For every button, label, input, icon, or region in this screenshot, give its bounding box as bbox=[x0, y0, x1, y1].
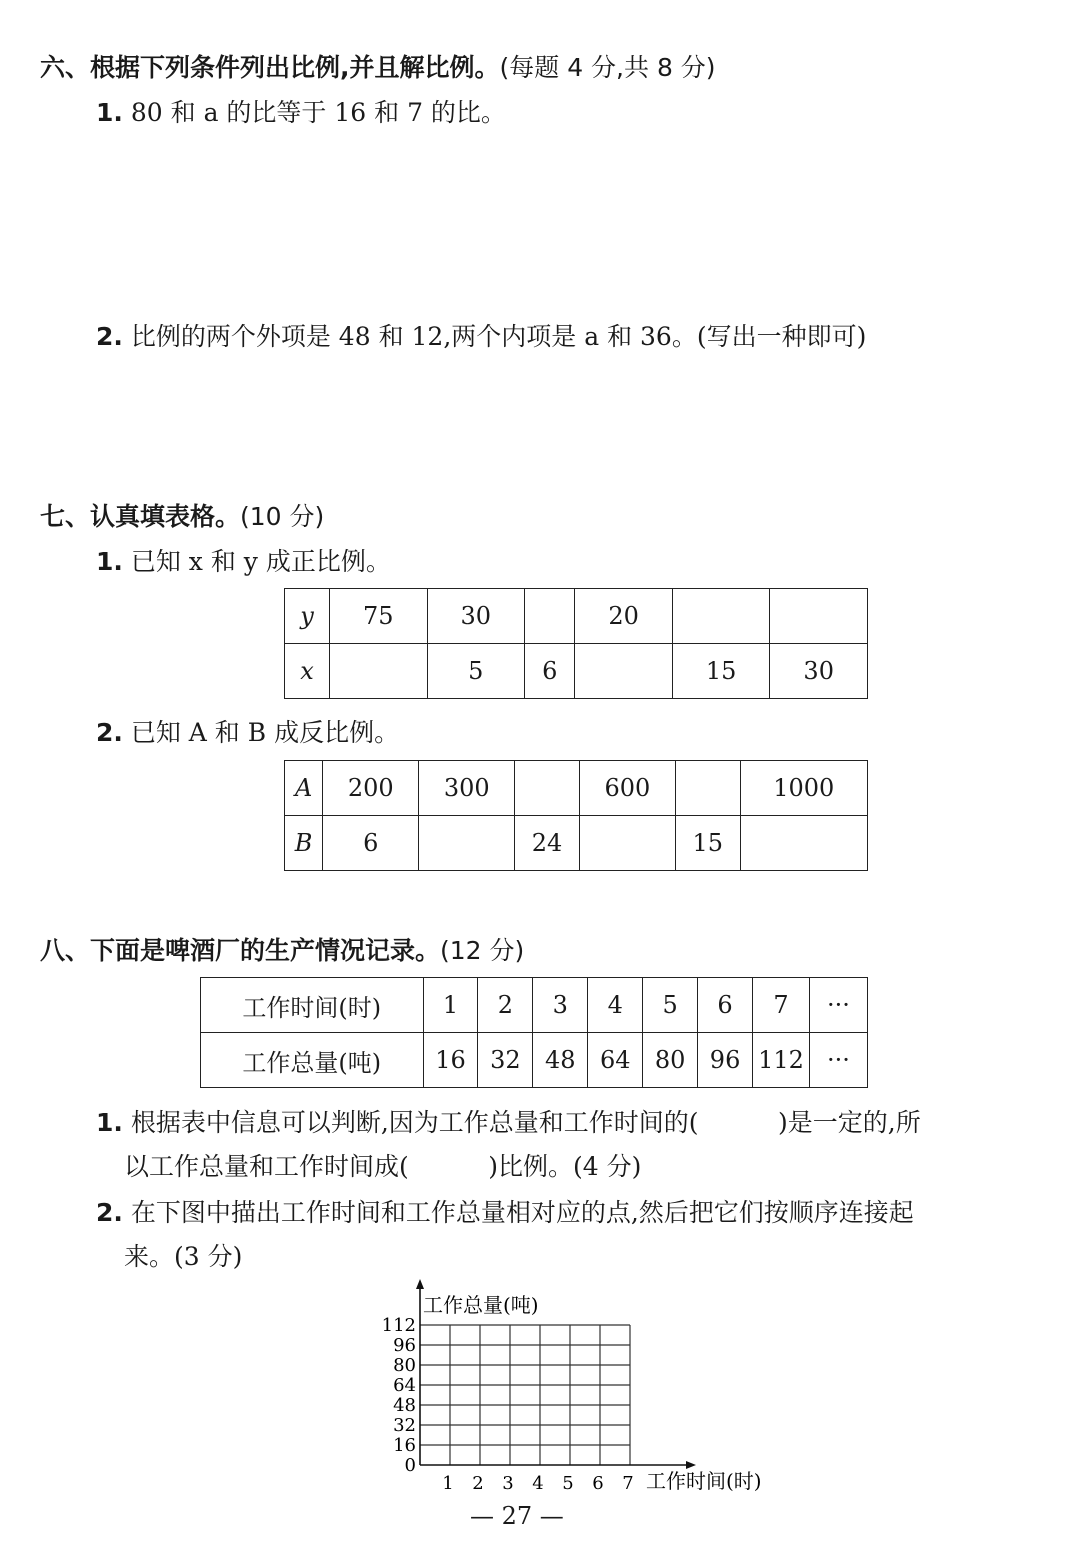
table-cell: y bbox=[285, 589, 330, 644]
section-6-title: 六、根据下列条件列出比例,并且解比例。 bbox=[40, 53, 500, 82]
table-cell: 64 bbox=[588, 1033, 643, 1088]
table-cell: 3 bbox=[533, 978, 588, 1033]
table-cell-blank bbox=[330, 644, 428, 699]
question-number: 1. bbox=[96, 547, 123, 576]
table-cell: 16 bbox=[423, 1033, 478, 1088]
table-cell-blank bbox=[419, 816, 515, 871]
table-cell: B bbox=[285, 816, 323, 871]
table-cell: 6 bbox=[323, 816, 419, 871]
table-cell: 32 bbox=[478, 1033, 533, 1088]
x-tick-label: 1 bbox=[442, 1473, 454, 1494]
y-axis-arrow-icon bbox=[416, 1279, 424, 1289]
question-8-1 bbox=[96, 1103, 921, 1139]
y-tick-label: 64 bbox=[393, 1375, 416, 1396]
x-tick-label: 7 bbox=[622, 1473, 634, 1494]
table-cell: 4 bbox=[588, 978, 643, 1033]
table-cell-blank bbox=[672, 589, 770, 644]
table-cell: 6 bbox=[525, 644, 575, 699]
question-number: 2. bbox=[96, 718, 123, 747]
question-6-2 bbox=[96, 317, 866, 353]
production-grid-chart bbox=[370, 1275, 790, 1500]
table-cell-ellipsis: ··· bbox=[810, 978, 868, 1033]
table-cell: 20 bbox=[575, 589, 673, 644]
table-cell-blank bbox=[575, 644, 673, 699]
chart-grid bbox=[420, 1325, 630, 1465]
table-cell: 75 bbox=[330, 589, 428, 644]
table-cell-blank bbox=[770, 589, 868, 644]
section-7-heading bbox=[40, 497, 324, 533]
question-8-2 bbox=[96, 1193, 914, 1229]
y-tick-label: 80 bbox=[393, 1355, 416, 1376]
table-cell: 2 bbox=[478, 978, 533, 1033]
row-header-time: 工作时间(时) bbox=[201, 978, 424, 1033]
x-tick-label: 4 bbox=[532, 1473, 544, 1494]
section-7-points: (10 分) bbox=[240, 502, 325, 531]
question-number: 2. bbox=[96, 322, 123, 351]
section-6-points: (每题 4 分,共 8 分) bbox=[499, 53, 716, 82]
y-tick-label: 32 bbox=[393, 1415, 416, 1436]
table-cell: 48 bbox=[533, 1033, 588, 1088]
question-8-2-continued: 来。(3 分) bbox=[124, 1242, 243, 1271]
question-number: 1. bbox=[96, 98, 123, 127]
table-cell: x bbox=[285, 644, 330, 699]
table-cell: 24 bbox=[515, 816, 580, 871]
table-cell: 30 bbox=[427, 589, 525, 644]
question-number: 1. bbox=[96, 1108, 123, 1137]
table-cell: 112 bbox=[753, 1033, 810, 1088]
y-axis-label: 工作总量(吨) bbox=[423, 1293, 539, 1317]
table-cell: 30 bbox=[770, 644, 868, 699]
question-6-1 bbox=[96, 93, 506, 129]
table-cell-blank bbox=[579, 816, 675, 871]
table-cell: 600 bbox=[579, 761, 675, 816]
table-cell: 96 bbox=[698, 1033, 753, 1088]
x-tick-label: 3 bbox=[502, 1473, 514, 1494]
table-cell: 5 bbox=[643, 978, 698, 1033]
question-7-2 bbox=[96, 713, 399, 749]
y-tick-label: 0 bbox=[404, 1455, 416, 1476]
table-cell-blank bbox=[675, 761, 740, 816]
question-text: 根据表中信息可以判断,因为工作总量和工作时间的( )是一定的,所 bbox=[130, 1108, 921, 1137]
section-6-heading bbox=[40, 48, 716, 84]
table-cell: A bbox=[285, 761, 323, 816]
table-cell: 7 bbox=[753, 978, 810, 1033]
page-number: — 27 — bbox=[470, 1502, 564, 1530]
y-tick-label: 96 bbox=[393, 1335, 416, 1356]
x-axis-arrow-icon bbox=[686, 1461, 696, 1469]
question-text: 比例的两个外项是 48 和 12,两个内项是 a 和 36。(写出一种即可) bbox=[130, 322, 867, 351]
question-number: 2. bbox=[96, 1198, 123, 1227]
question-text: 已知 A 和 B 成反比例。 bbox=[130, 718, 400, 747]
question-text: 在下图中描出工作时间和工作总量相对应的点,然后把它们按顺序连接起 bbox=[130, 1198, 914, 1227]
y-tick-label: 112 bbox=[381, 1315, 416, 1336]
table-cell-blank bbox=[740, 816, 867, 871]
table-cell: 15 bbox=[672, 644, 770, 699]
table-cell: 6 bbox=[698, 978, 753, 1033]
table-cell: 1 bbox=[423, 978, 478, 1033]
table-cell: 15 bbox=[675, 816, 740, 871]
question-7-1 bbox=[96, 542, 391, 578]
section-8-points: (12 分) bbox=[440, 936, 525, 965]
x-tick-label: 2 bbox=[472, 1473, 484, 1494]
question-8-1-continued: 以工作总量和工作时间成( )比例。(4 分) bbox=[124, 1152, 642, 1181]
inverse-proportional-table bbox=[284, 760, 868, 871]
question-text: 80 和 a 的比等于 16 和 7 的比。 bbox=[130, 98, 506, 127]
y-tick-label: 48 bbox=[393, 1395, 416, 1416]
table-cell: 200 bbox=[323, 761, 419, 816]
table-cell-blank bbox=[515, 761, 580, 816]
table-cell: 80 bbox=[643, 1033, 698, 1088]
section-8-title: 八、下面是啤酒厂的生产情况记录。 bbox=[40, 936, 441, 965]
proportional-table bbox=[284, 588, 868, 699]
section-7-title: 七、认真填表格。 bbox=[40, 502, 241, 531]
table-cell-ellipsis: ··· bbox=[810, 1033, 868, 1088]
x-tick-label: 6 bbox=[592, 1473, 604, 1494]
production-record-table bbox=[200, 977, 868, 1088]
table-cell: 5 bbox=[427, 644, 525, 699]
x-axis-label: 工作时间(时) bbox=[646, 1469, 762, 1493]
table-cell-blank bbox=[525, 589, 575, 644]
question-text: 已知 x 和 y 成正比例。 bbox=[130, 547, 391, 576]
table-cell: 300 bbox=[419, 761, 515, 816]
row-header-amount: 工作总量(吨) bbox=[201, 1033, 424, 1088]
x-tick-label: 5 bbox=[562, 1473, 574, 1494]
table-cell: 1000 bbox=[740, 761, 867, 816]
section-8-heading bbox=[40, 931, 524, 967]
y-tick-label: 16 bbox=[393, 1435, 416, 1456]
